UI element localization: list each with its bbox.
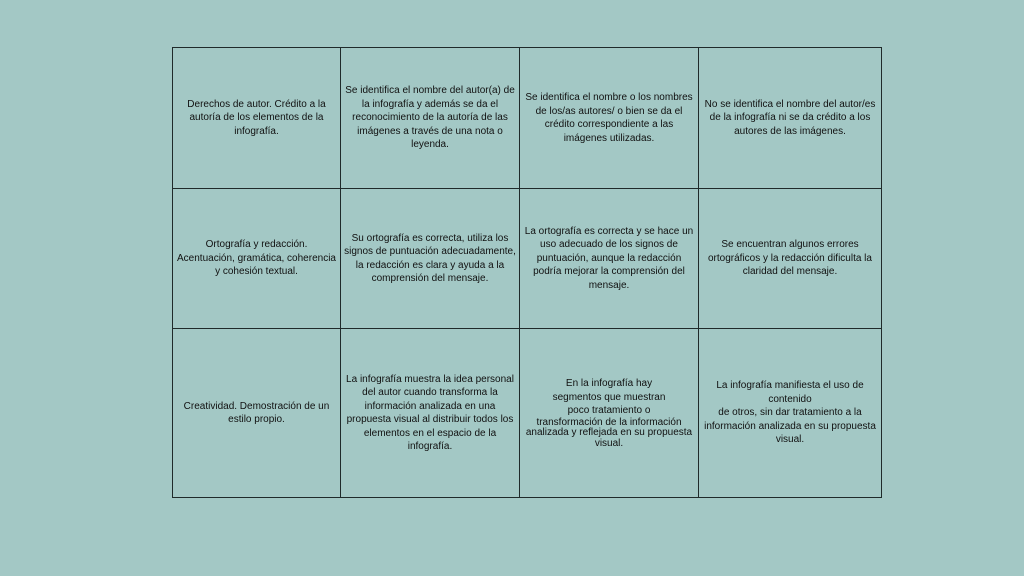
- level-3-text: No se identifica el nombre del autor/es de la infografía ni se da crédito a los autores de las imágenes.: [704, 98, 876, 137]
- level-2-line: poco tratamiento o: [567, 405, 651, 416]
- level-3-cell: [699, 329, 882, 498]
- level-1-text: Su ortografía es correcta, utiliza los signos de puntuación adecuadamente, la redacción es clara y ayuda a la comprensión del mensaje.: [344, 232, 516, 284]
- level-1-cell: [341, 48, 520, 189]
- level-2-line: segmentos que muestran: [552, 391, 666, 403]
- level-2-cell: [520, 48, 699, 189]
- table-row: [173, 189, 882, 329]
- level-2-line: En la infografía hay: [565, 378, 653, 389]
- criterion-text: Ortografía y redacción. Acentuación, gramática, coherencia y cohesión textual.: [177, 239, 336, 278]
- criterion-cell: [173, 329, 341, 498]
- level-2-cell: [520, 189, 699, 329]
- level-3-cell: [699, 48, 882, 189]
- level-2-text: La ortografía es correcta y se hace un uso adecuado de los signos de puntuación, aunque la redacción podría mejorar la comprensión del mensaje.: [524, 225, 694, 291]
- table-row: [173, 48, 882, 189]
- level-3-line: La infografía manifiesta el uso de contenido: [716, 380, 864, 405]
- table-row: [173, 329, 882, 498]
- level-1-text: La infografía muestra la idea personal del autor cuando transforma la información analizada en una propuesta visual al distribuir todos los elementos en el espacio de la infografía.: [346, 373, 514, 452]
- level-1-cell: [341, 329, 520, 498]
- criterion-text: Derechos de autor. Crédito a la autoría de los elementos de la infografía.: [187, 98, 326, 137]
- criterion-cell: [173, 48, 341, 189]
- criterion-text: Creatividad. Demostración de un estilo propio.: [183, 400, 330, 425]
- level-2-text: Se identifica el nombre o los nombres de los/as autores/ o bien se da el crédito correspondiente a las imágenes utilizadas.: [525, 92, 693, 144]
- level-3-line: de otros, sin dar tratamiento a la información analizada en su propuesta visual.: [704, 407, 876, 446]
- criterion-cell: [173, 189, 341, 329]
- level-3-cell: [699, 189, 882, 329]
- level-2-cell: [520, 329, 699, 498]
- level-2-line: transformación de la información analizada y reflejada en su propuesta visual.: [525, 416, 693, 449]
- level-1-text: Se identifica el nombre del autor(a) de la infografía y además se da el reconocimiento de la autoría de las imágenes a través de una nota o leyenda.: [345, 85, 515, 151]
- level-3-text: Se encuentran algunos errores ortográficos y la redacción dificulta la claridad del mensaje.: [708, 239, 872, 278]
- level-1-cell: [341, 189, 520, 329]
- rubric-table: [172, 47, 882, 498]
